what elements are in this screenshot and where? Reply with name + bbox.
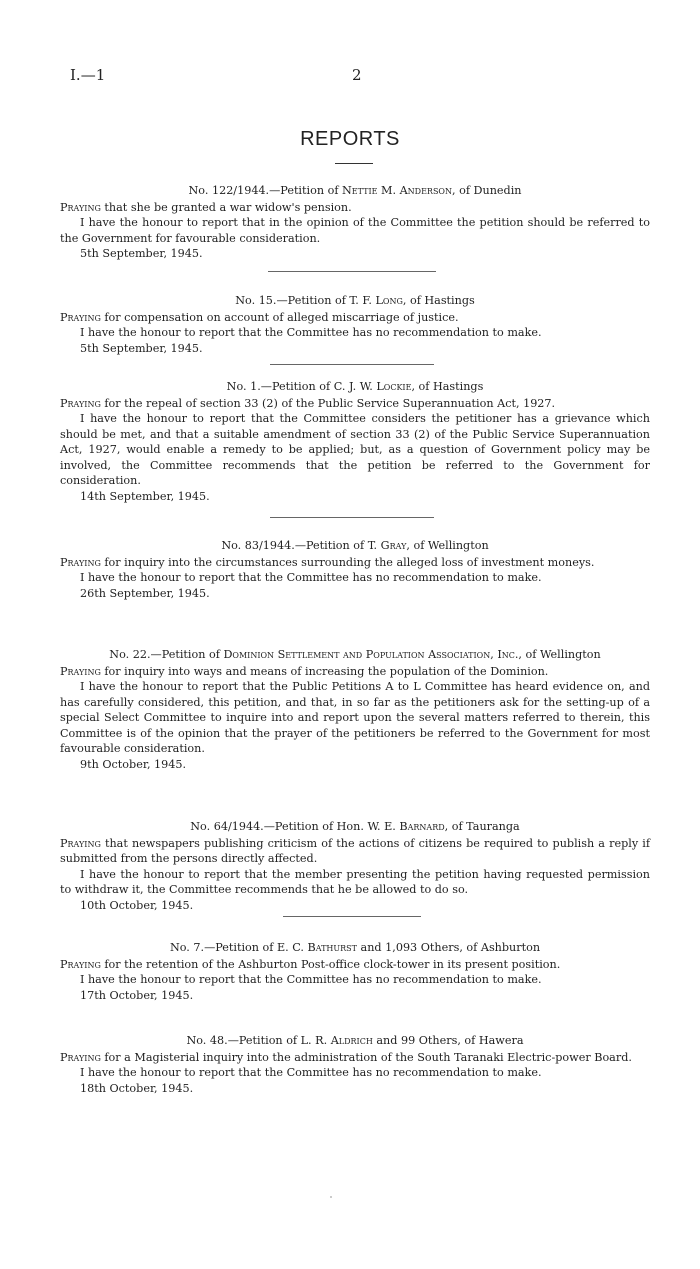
petitioner-name: Bathurst — [307, 941, 357, 954]
page-number: 2 — [352, 66, 362, 84]
petition-prayer: Praying for the repeal of section 33 (2) of the Public Service Superannuation Act, 1927. — [60, 396, 556, 410]
report-date: 10th October, 1945. — [80, 898, 194, 912]
petition-entry — [60, 183, 650, 262]
petitioner-name: T. Gray — [367, 539, 407, 552]
committee-report: I have the honour to report that the Committee has no recommendation to make. — [80, 571, 542, 584]
report-date: 18th October, 1945. — [80, 1081, 194, 1095]
petitioner-name: Nettie M. Anderson — [342, 184, 452, 197]
petition-entry — [60, 940, 650, 1003]
title-divider — [335, 163, 373, 164]
petition-prayer: Praying for inquiry into ways and means of increasing the population of the Dominion. — [60, 664, 549, 678]
committee-report: I have the honour to report that the Public Petitions A to L Committee has heard evidence on, and has carefully considered, this petition, and that, in so far as the petitioners ask for the setting-up of a special Select Committee to inquire into and report upon the several matters referred to therein, this Committee is of the opinion that the prayer of the petitioners be referred to the Government for most favourable consideration. — [60, 680, 650, 755]
petition-entry — [60, 538, 650, 601]
petition-prayer: Praying for the retention of the Ashburton Post-office clock-tower in its present position. — [60, 957, 561, 971]
report-date: 14th September, 1945. — [80, 489, 210, 503]
section-divider — [270, 517, 434, 518]
section-divider — [283, 916, 421, 917]
petitioner-name: T. F. Long — [349, 294, 403, 307]
section-divider — [268, 271, 436, 272]
committee-report: I have the honour to report that in the opinion of the Committee the petition should be referred to the Government for favourable consideration. — [60, 216, 650, 245]
petition-heading: No. 15.—Petition of T. F. Long, of Hastings — [235, 294, 475, 307]
petition-prayer: Praying for inquiry into the circumstances surrounding the alleged loss of investment moneys. — [60, 555, 595, 569]
report-date: 26th September, 1945. — [80, 586, 210, 600]
report-date: 9th October, 1945. — [80, 757, 187, 771]
print-speck — [330, 1196, 332, 1198]
committee-report: I have the honour to report that the Committee has no recommendation to make. — [80, 326, 542, 339]
report-date: 5th September, 1945. — [80, 247, 203, 260]
petition-heading: No. 64/1944.—Petition of Hon. W. E. Barnard, of Tauranga — [190, 820, 520, 833]
petition-entry — [60, 1033, 650, 1096]
petitioner-name: C. J. W. Lockie — [333, 380, 412, 393]
petition-heading: No. 7.—Petition of E. C. Bathurst and 1,093 Others, of Ashburton — [169, 941, 541, 954]
petition-heading: No. 48.—Petition of L. R. Aldrich and 99 Others, of Hawera — [186, 1034, 524, 1047]
report-date: 17th October, 1945. — [80, 988, 194, 1002]
petition-prayer: Praying for a Magisterial inquiry into the administration of the South Taranaki Electric-power Board. — [60, 1050, 632, 1064]
petition-heading: No. 1.—Petition of C. J. W. Lockie, of Hastings — [226, 380, 484, 393]
petitioner-name: Barnard — [399, 820, 445, 833]
section-divider — [270, 364, 434, 365]
committee-report: I have the honour to report that the Committee has no recommendation to make. — [80, 973, 542, 986]
committee-report: I have the honour to report that the member presenting the petition having requested permission to withdraw it, the Committee recommends that he be allowed to do so. — [60, 867, 650, 896]
petition-entry — [60, 647, 650, 772]
petitioner-name: Aldrich — [330, 1034, 373, 1047]
petition-prayer: Praying for compensation on account of alleged miscarriage of justice. — [60, 310, 459, 324]
parliamentary-paper-reference: I.—1 — [70, 66, 106, 84]
petitioner-name: Dominion Settlement and Population Association, Inc. — [223, 648, 519, 661]
committee-report: I have the honour to report that the Committee considers the petitioner has a grievance which should be met, and that a suitable amendment of section 33 (2) of the Public Service Superannuation Act, 1927, would enable a remedy to be applied; but, as a question of Government policy may be involved, the Committee recommends that the petition be referred to the Government for consideration. — [60, 412, 650, 487]
report-date: 5th September, 1945. — [80, 341, 203, 355]
petition-heading: No. 22.—Petition of Dominion Settlement and Population Association, Inc., of Wellington — [109, 648, 601, 661]
petition-prayer: Praying that newspapers publishing criticism of the actions of citizens be required to publish a reply if submitted from the persons directly affected. — [60, 836, 650, 865]
petition-entry — [60, 819, 650, 913]
petition-entry — [60, 293, 650, 356]
petition-heading: No. 83/1944.—Petition of T. Gray, of Wellington — [221, 539, 489, 552]
committee-report: I have the honour to report that the Committee has no recommendation to make. — [80, 1066, 542, 1079]
petition-heading: No. 122/1944.—Petition of Nettie M. Anderson, of Dunedin — [188, 184, 522, 197]
page-title: REPORTS — [300, 128, 400, 150]
petition-entry — [60, 379, 650, 504]
petition-prayer: Praying that she be granted a war widow's pension. — [60, 200, 352, 214]
